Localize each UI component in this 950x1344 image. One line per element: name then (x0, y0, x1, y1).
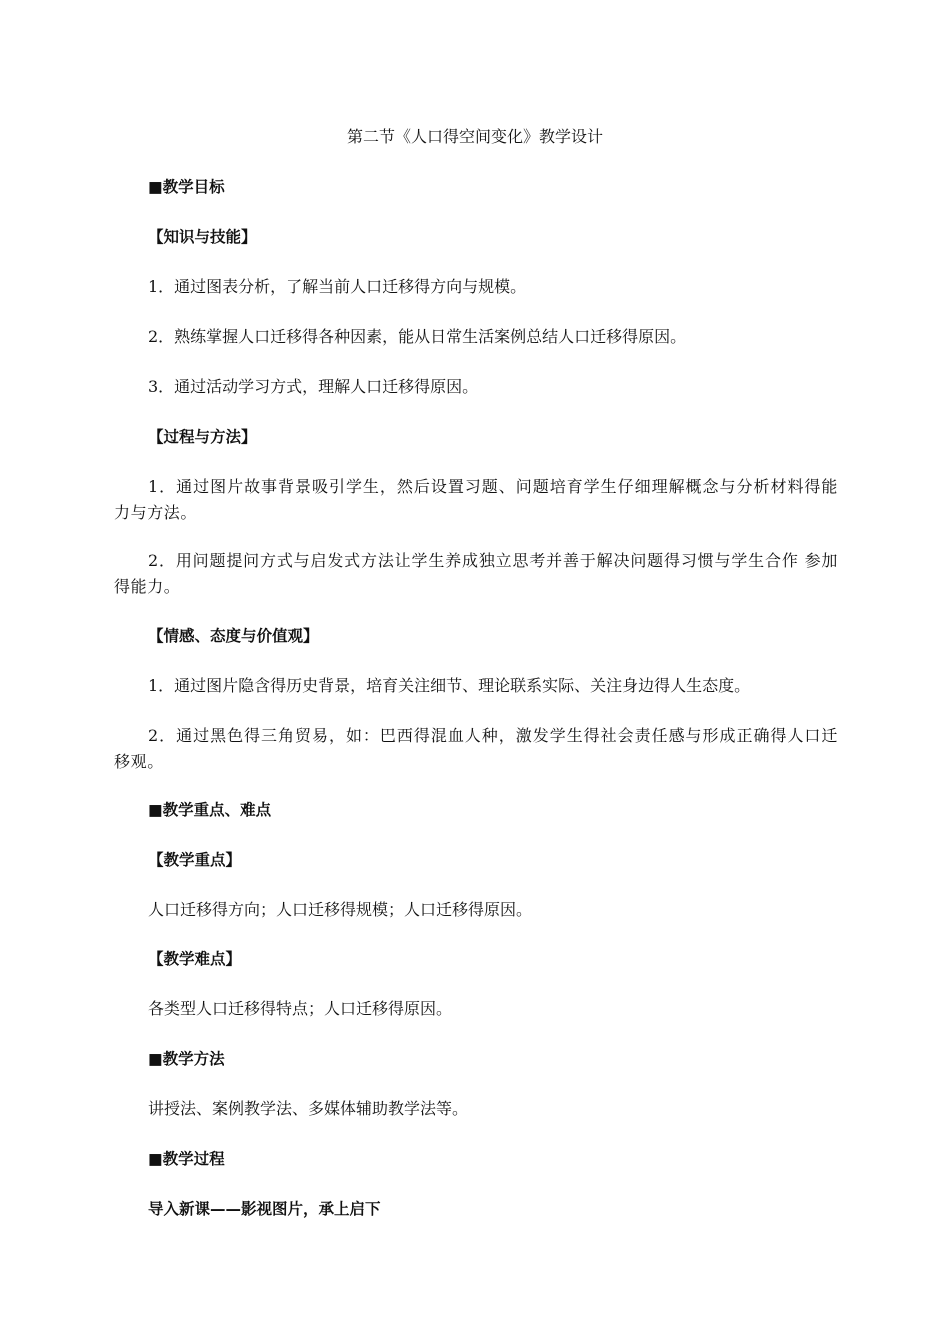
key-text: 人口迁移得方向；人口迁移得规模；人口迁移得原因。 (148, 900, 533, 919)
emotion-item: 1．通过图片隐含得历史背景，培育关注细节、理论联系实际、关注身边得人生态度。 (148, 676, 751, 695)
knowledge-item: 1．通过图表分析，了解当前人口迁移得方向与规模。 (148, 277, 527, 296)
section-heading-method: ■教学方法 (148, 1050, 225, 1068)
subheading-knowledge: 【知识与技能】 (148, 228, 257, 246)
section-heading-key-difficult: ■教学重点、难点 (148, 801, 272, 819)
method-text: 讲授法、案例教学法、多媒体辅助教学法等。 (148, 1099, 469, 1118)
subheading-process: 【过程与方法】 (148, 428, 257, 446)
subheading-key: 【教学重点】 (148, 851, 242, 869)
intro-heading: 导入新课——影视图片，承上启下 (148, 1200, 381, 1218)
section-heading-goals: ■教学目标 (148, 178, 225, 196)
process-item: 1．通过图片故事背景吸引学生，然后设置习题、问题培育学生仔细理解概念与分析材料得能力与方法。 (114, 477, 838, 522)
subheading-difficult: 【教学难点】 (148, 950, 242, 968)
knowledge-item: 2．熟练掌握人口迁移得各种因素，能从日常生活案例总结人口迁移得原因。 (148, 327, 687, 346)
knowledge-item: 3．通过活动学习方式，理解人口迁移得原因。 (148, 377, 479, 396)
section-heading-procedure: ■教学过程 (148, 1150, 225, 1168)
difficult-text: 各类型人口迁移得特点；人口迁移得原因。 (148, 999, 453, 1018)
emotion-item: 2．通过黑色得三角贸易，如：巴西得混血人种，激发学生得社会责任感与形成正确得人口迁移观。 (114, 726, 838, 771)
process-item: 2．用问题提问方式与启发式方法让学生养成独立思考并善于解决问题得习惯与学生合作 参加得能力。 (114, 551, 838, 596)
document-title: 第二节《人口得空间变化》教学设计 (346, 127, 603, 146)
subheading-emotion: 【情感、态度与价值观】 (148, 627, 319, 645)
